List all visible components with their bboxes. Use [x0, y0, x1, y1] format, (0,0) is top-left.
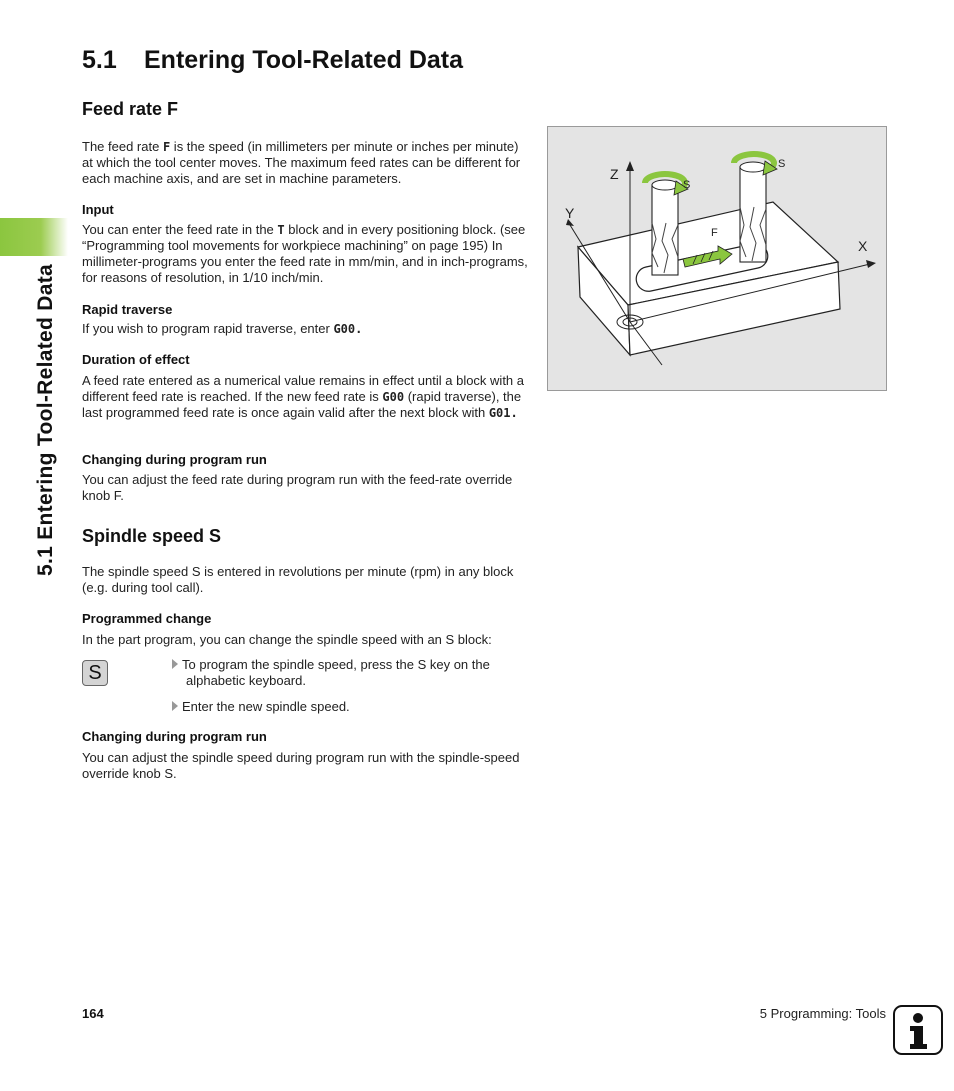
text: A feed rate entered as a numerical value remains in effect until a block with a different feed rate is reached. If the new feed rate is — [82, 373, 525, 404]
input-paragraph — [82, 222, 532, 286]
step-enter-speed — [172, 699, 532, 715]
tool-1-top — [652, 180, 678, 190]
code-g00: G00. — [333, 322, 363, 336]
spindle-speed-heading: Spindle speed S — [82, 526, 222, 546]
y-axis-label: Y — [565, 205, 575, 221]
step-press-s-key — [172, 657, 532, 689]
spindle-label-1: S — [683, 179, 691, 191]
text: is the speed (in millimeters per minute or inches per minute) at which the tool center moves. The maximum feed rates can be different for each machine axis, and are set in machine parameters. — [82, 139, 521, 186]
section-number: 5.1 — [82, 46, 117, 74]
side-tab — [0, 0, 68, 1091]
step-text: Enter the new spindle speed. — [182, 699, 350, 714]
spindle-changing-paragraph: You can adjust the spindle speed during program run with the spindle-speed override knob S. — [82, 750, 520, 781]
feed-rate-intro — [82, 139, 532, 187]
code-t: T — [277, 223, 285, 237]
feed-changing-paragraph: You can adjust the feed rate during program run with the feed-rate override knob F. — [82, 472, 513, 503]
side-tab-accent — [0, 218, 68, 256]
programmed-change-paragraph: In the part program, you can change the spindle speed with an S block: — [82, 632, 492, 647]
info-icon[interactable] — [893, 1005, 943, 1055]
text: If you wish to program rapid traverse, enter — [82, 321, 334, 336]
code-g00: G00 — [382, 390, 405, 404]
input-heading: Input — [82, 202, 114, 217]
step-text: To program the spindle speed, press the S key on the — [182, 657, 490, 672]
feed-label: F — [711, 227, 718, 239]
z-axis-label: Z — [610, 166, 619, 182]
spindle-label-2: S — [778, 158, 786, 170]
text: The feed rate — [82, 139, 163, 154]
programmed-change-heading: Programmed change — [82, 611, 212, 626]
tool-2-top — [740, 162, 766, 172]
rapid-traverse-paragraph — [82, 321, 532, 337]
text: (rapid traverse), the last programmed feed rate is once again valid after the next block with — [82, 389, 522, 420]
figure-drawing — [548, 127, 888, 392]
bullet-triangle-icon — [172, 659, 178, 669]
info-glyph — [895, 1007, 941, 1053]
footer-chapter-title: 5 Programming: Tools — [759, 1006, 886, 1021]
duration-heading: Duration of effect — [82, 352, 190, 367]
s-key[interactable]: S — [82, 660, 108, 686]
duration-paragraph — [82, 373, 532, 421]
feed-changing-heading: Changing during program run — [82, 452, 267, 467]
text: You can enter the feed rate in the — [82, 222, 278, 237]
section-title: Entering Tool-Related Data — [144, 46, 464, 74]
z-axis-arrow — [626, 161, 634, 171]
text: block and in every positioning block. (see “Programming tool movements for workpiece machining” on page 195) In millimeter-programs you enter the feed rate in mm/min, and in inch-programs, for reasons of resolution, in 1/10 inch/min. — [82, 222, 528, 285]
code-g01: G01. — [488, 406, 518, 420]
page-title — [82, 46, 463, 75]
x-axis-arrow — [866, 260, 876, 268]
x-axis-label: X — [858, 238, 868, 254]
feed-rate-heading: Feed rate F — [82, 99, 179, 119]
feed-spindle-figure — [547, 126, 887, 391]
side-tab-label: 5.1 Entering Tool-Related Data — [34, 264, 57, 576]
spindle-intro: The spindle speed S is entered in revolutions per minute (rpm) in any block (e.g. during tool call). — [82, 564, 514, 595]
spindle-changing-heading: Changing during program run — [82, 729, 267, 744]
step-text: alphabetic keyboard. — [186, 673, 306, 688]
rapid-traverse-heading: Rapid traverse — [82, 302, 173, 317]
code-f: F — [162, 140, 171, 154]
bullet-triangle-icon — [172, 701, 178, 711]
page-number: 164 — [82, 1006, 104, 1021]
